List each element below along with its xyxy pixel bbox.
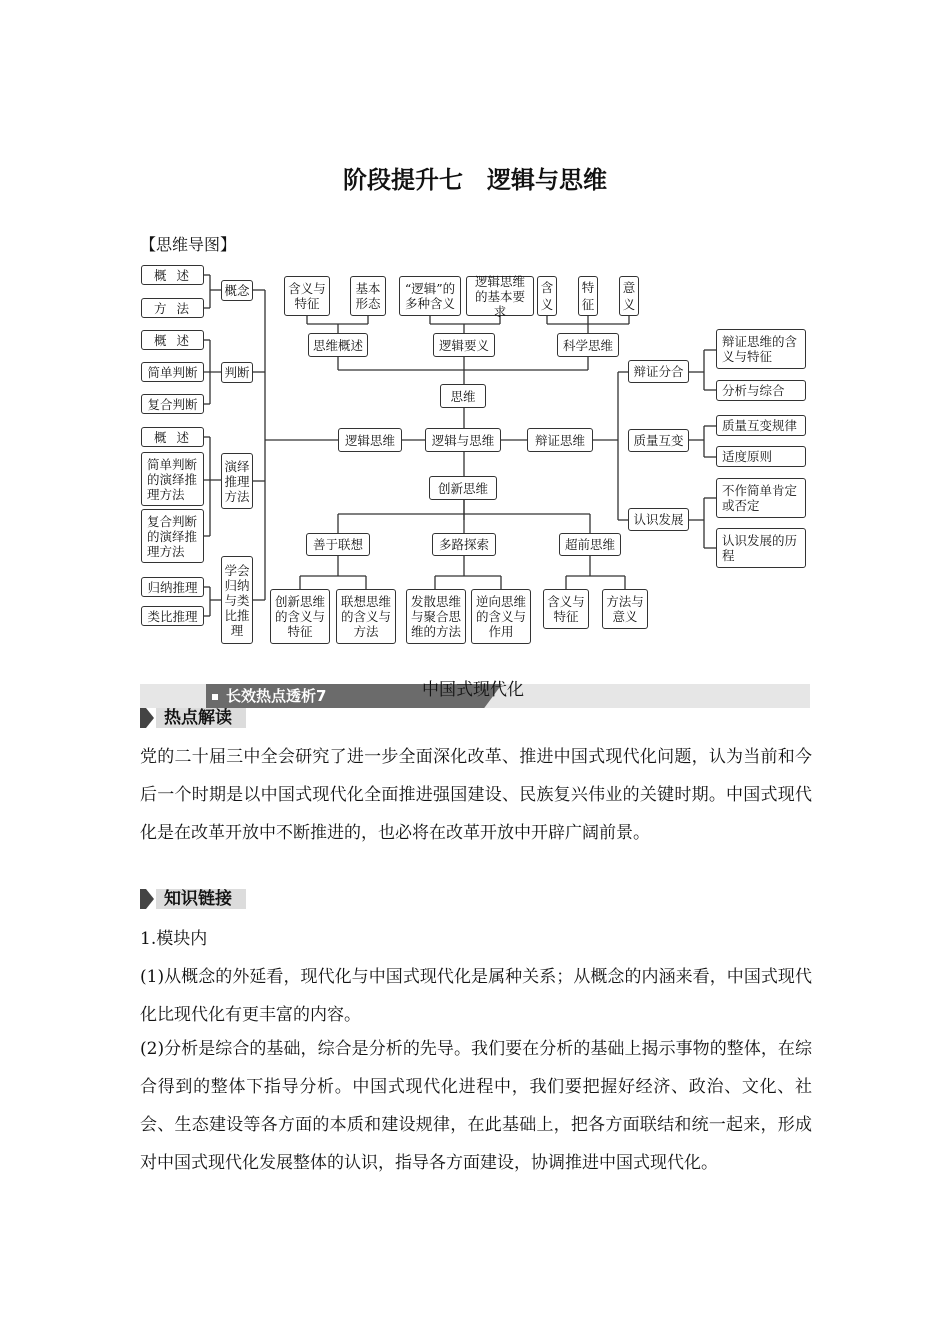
banner-label — [212, 684, 326, 708]
node-bianzheng-hanyi: 辩证思维的含义与特征 — [716, 329, 806, 369]
node-zhiliang-guilv: 质量互变规律 — [716, 415, 806, 436]
heading-arrow-icon — [146, 708, 154, 728]
node-leibi: 类比推理 — [141, 606, 204, 626]
node-luoji-duozhong: “逻辑”的多种含义 — [399, 276, 461, 316]
node-yanyi: 演绎推理方法 — [221, 453, 253, 509]
node-luoji-jiben-yaoqiu: 逻辑思维的基本要求 — [466, 276, 534, 316]
node-bianzheng-fenhe: 辩证分合 — [628, 360, 689, 383]
section-heading-hotspot — [140, 706, 248, 730]
subheading-module: 1.模块内 — [140, 929, 208, 949]
square-bullet-icon — [212, 694, 218, 700]
node-chuangxin-siwei: 创新思维 — [429, 476, 497, 500]
paragraph-2: (2)分析是综合的基础，综合是分析的先导。我们要在分析的基础上揭示事物的整体，在综合得到的整体下指导分析。中国式现代化进程中，我们要把握好经济、政治、文化、社会、生态建设等各方面的本质和建设规律，在此基础上，把各方面联结和统一起来，形成对中国式现代化发展整体的认识，指导各方面建设，协调推进中国式现代化。 — [140, 1039, 812, 1173]
node-chaoqian-hanyi: 含义与特征 — [543, 589, 589, 629]
node-tezheng: 特征 — [578, 276, 598, 316]
node-guina: 归纳推理 — [141, 577, 204, 597]
node-yiyi: 意义 — [619, 276, 639, 316]
node-gainian-gaishu: 概述 — [141, 265, 204, 285]
node-luoji-yaoyi: 逻辑要义 — [433, 333, 495, 357]
node-renshi-licheng: 认识发展的历程 — [716, 528, 806, 568]
node-shanyu-lianxiang: 善于联想 — [306, 533, 370, 556]
heading-marker-icon — [140, 708, 146, 728]
paragraph-1: (1)从概念的外延看，现代化与中国式现代化是属种关系；从概念的内涵来看，中国式现代化比现代化有更丰富的内容。 — [140, 967, 812, 1025]
node-fuhe-yanyi: 复合判断的演绎推理方法 — [141, 509, 204, 563]
node-chaoqian-siwei: 超前思维 — [559, 533, 621, 556]
node-luoji-siwei: 逻辑思维 — [338, 428, 402, 452]
node-nixiang-hanyi: 逆向思维的含义与作用 — [471, 589, 531, 644]
node-panduan-gaishu: 概述 — [141, 330, 204, 350]
banner-label-text: 长效热点透析7 — [226, 687, 327, 705]
node-renshi-fazhan: 认识发展 — [628, 508, 689, 531]
node-panduan: 判断 — [221, 362, 253, 383]
node-duolu-tansuo: 多路探索 — [432, 533, 496, 556]
node-siwei-gaishu: 思维概述 — [308, 333, 368, 357]
node-jiandan-yanyi: 简单判断的演绎推理方法 — [141, 452, 204, 506]
node-hanyi-tezheng: 含义与特征 — [284, 276, 330, 316]
node-xuehui: 学会归纳与类比推理 — [221, 556, 253, 644]
node-chuangxin-hanyi: 创新思维的含义与特征 — [270, 589, 330, 644]
node-fenxi-zonghe: 分析与综合 — [716, 380, 806, 401]
node-jiandan-panduan: 简单判断 — [141, 362, 204, 382]
node-bianzheng-siwei: 辩证思维 — [527, 428, 593, 452]
hotspot-paragraph: 党的二十届三中全会研究了进一步全面深化改革、推进中国式现代化问题，认为当前和今后一个时期是以中国式现代化全面推进强国建设、民族复兴伟业的关键时期。中国式现代化是在改革开放中不断推进的，也必将在改革开放中开辟广阔前景。 — [140, 747, 812, 843]
node-center: 逻辑与思维 — [425, 428, 501, 452]
node-hanyi: 含义 — [537, 276, 557, 316]
section-heading-knowledge — [140, 887, 248, 911]
node-shidu-yuanze: 适度原则 — [716, 446, 806, 467]
section-heading-text: 知识链接 — [164, 889, 232, 909]
node-zhiliang-hubian: 质量互变 — [628, 429, 689, 452]
node-kexue-siwei: 科学思维 — [557, 333, 619, 357]
node-fuhe-panduan: 复合判断 — [141, 394, 204, 414]
node-lianxiang-hanyi: 联想思维的含义与方法 — [336, 589, 396, 644]
page-title: 阶段提升七 逻辑与思维 — [343, 166, 607, 194]
node-gainian-fangfa: 方法 — [141, 298, 204, 318]
node-gainian: 概念 — [221, 280, 253, 301]
node-yanyi-gaishu: 概述 — [141, 427, 204, 447]
node-siwei: 思维 — [440, 384, 486, 408]
heading-marker-icon — [140, 889, 146, 909]
section-heading-text: 热点解读 — [164, 708, 232, 728]
hotspot-banner — [140, 681, 810, 708]
heading-arrow-icon — [146, 889, 154, 909]
node-jiben-xingtai: 基本形态 — [350, 276, 386, 316]
banner-topic: 中国式现代化 — [422, 680, 524, 700]
mind-map-label: 【思维导图】 — [140, 235, 237, 254]
node-fasan-juhe: 发散思维与聚合思维的方法 — [406, 589, 466, 644]
node-chaoqian-fangfa: 方法与意义 — [602, 589, 648, 629]
node-bu-zuo: 不作简单肯定或否定 — [716, 478, 806, 518]
